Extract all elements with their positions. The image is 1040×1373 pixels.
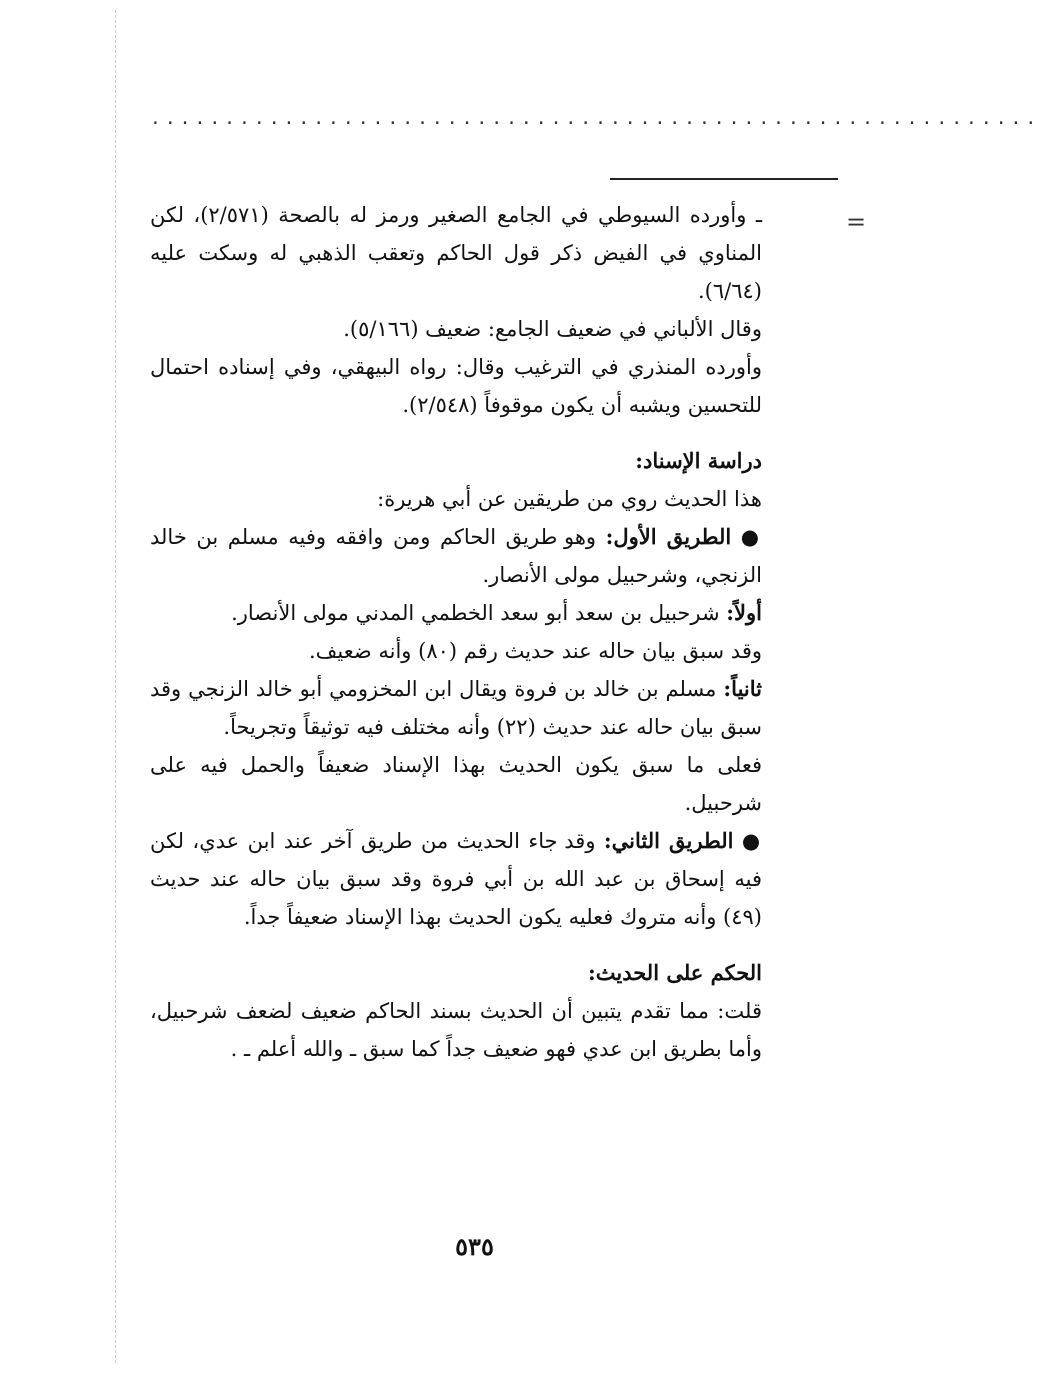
footnote-line-suyuti: ـ وأورده السيوطي في الجامع الصغير ورمز له بالصحة (٢/٥٧١)، لكن المناوي في الفيض ذكر قول الحاكم وتعقب الذهبي له وسكت عليه (٦/٦٤). (150, 203, 762, 303)
path-two-text: وقد جاء الحديث من طريق آخر عند ابن عدي، لكن فيه إسحاق بن عبد الله بن أبي فروة وقد سبق بيان حاله عند حديث (٤٩) وأنه متروك فعليه يكون الحديث بهذا الإسناد ضعيفاً جداً. (150, 829, 762, 929)
isnad-conclusion: فعلى ما سبق يكون الحديث بهذا الإسناد ضعيفاً والحمل فيه على شرحبيل. (150, 753, 762, 815)
page-margin-line (115, 10, 116, 1363)
path-two-label: الطريق الثاني: (603, 828, 734, 853)
bullet-icon: ● (741, 828, 762, 853)
isnad-intro: هذا الحديث روي من طريقين عن أبي هريرة: (377, 487, 762, 511)
isnad-study-heading: دراسة الإسناد: (635, 448, 762, 473)
path-two-paragraph (150, 822, 762, 936)
second-narrator-paragraph (150, 670, 762, 746)
path-one-text: وهو طريق الحاكم ومن وافقه وفيه مسلم بن خالد الزنجي، وشرحبيل مولى الأنصار. (150, 525, 762, 587)
first-label: أولاً: (726, 600, 762, 625)
continuation-mark: = (846, 208, 867, 236)
page-number: ٥٣٥ (455, 1232, 494, 1261)
ruling-heading: الحكم على الحديث: (588, 960, 762, 985)
page-body (150, 196, 762, 1068)
path-one-paragraph (150, 518, 762, 594)
footnote-line-albani: وقال الألباني في ضعيف الجامع: ضعيف (٥/١٦٦). (343, 317, 762, 341)
first-narrator-note: وقد سبق بيان حاله عند حديث رقم (٨٠) وأنه ضعيف. (308, 639, 762, 663)
first-narrator-paragraph (150, 594, 762, 632)
path-one-label: الطريق الأول: (605, 524, 732, 549)
first-text: شرحبيل بن سعد أبو سعد الخطمي المدني مولى الأنصار. (231, 601, 720, 625)
footnote-line-mundhiri: وأورده المنذري في الترغيب وقال: رواه البيهقي، وفي إسناده احتمال للتحسين ويشبه أن يكون موقوفاً (٢/٥٤٨). (150, 355, 762, 417)
second-text: مسلم بن خالد بن فروة ويقال ابن المخزومي أبو خالد الزنجي وقد سبق بيان حاله عند حديث (٢٢) وأنه مختلف فيه توثيقاً وتجريحاً. (150, 677, 762, 739)
footnote-separator (610, 178, 838, 180)
ruling-text: قلت: مما تقدم يتبين أن الحديث بسند الحاكم ضعيف لضعف شرحبيل، وأما بطريق ابن عدي فهو ضعيف جداً كما سبق ـ والله أعلم ـ . (150, 999, 762, 1061)
second-label: ثانياً: (723, 676, 762, 701)
bullet-icon: ● (740, 524, 762, 549)
dot-leader: ............................................................ (150, 108, 1040, 129)
